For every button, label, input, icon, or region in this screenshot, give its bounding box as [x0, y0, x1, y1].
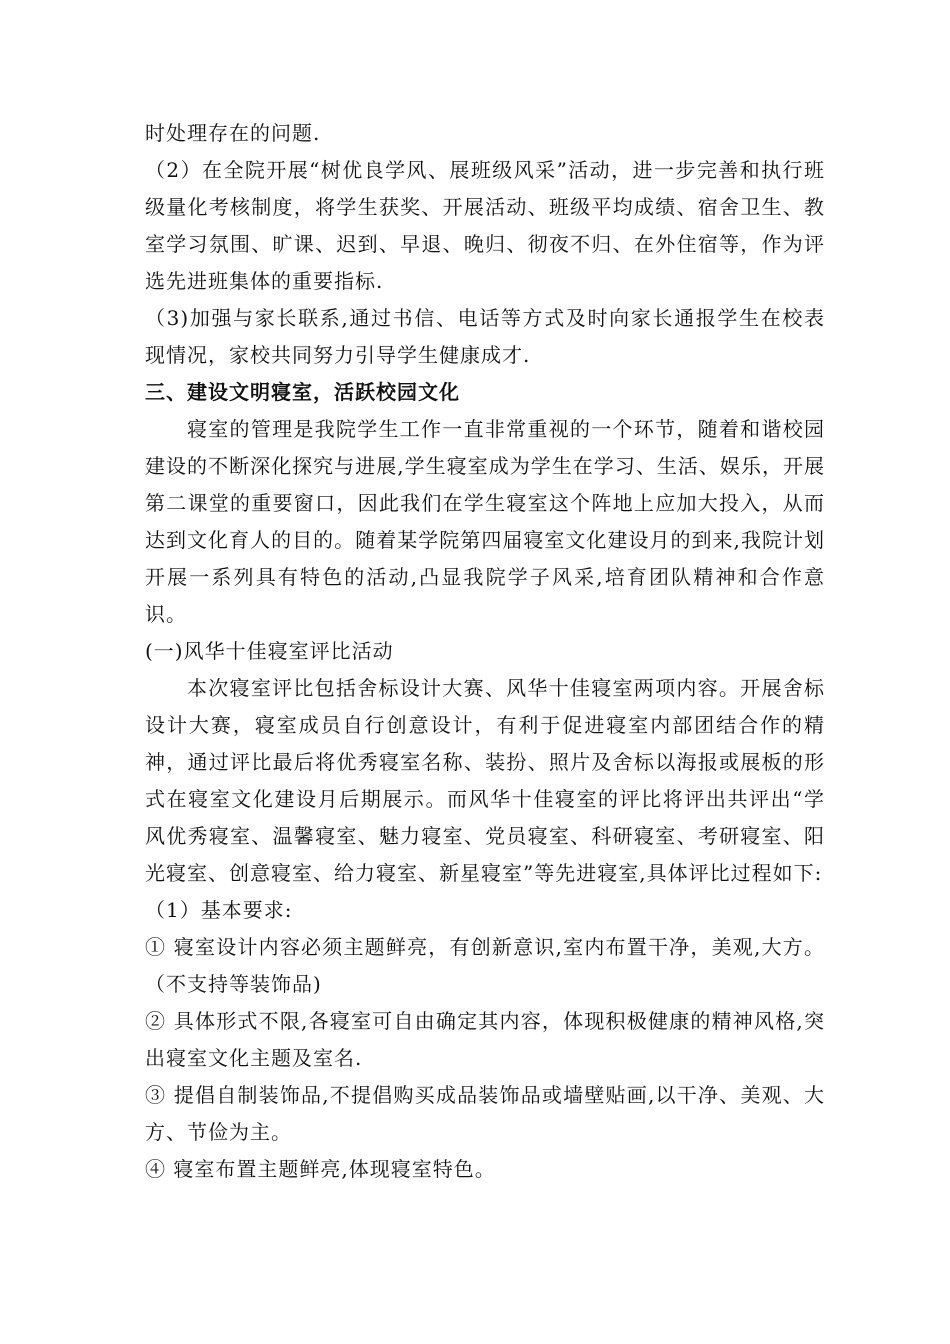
list-item-1: ① 寝室设计内容必须主题鲜亮，有创新意识,室内布置干净，美观,大方。（不支持等装饰品) [145, 935, 825, 996]
document-body [145, 115, 825, 1188]
list-item-3: ③ 提倡自制装饰品,不提倡购买成品装饰品或墙壁贴画,以干净、美观、大方、节俭为主。 [145, 1083, 825, 1144]
list-item-2: ② 具体形式不限,各寝室可自由确定其内容，体现积极健康的精神风格,突出寝室文化主题及室名. [145, 1009, 825, 1070]
section-heading-3: 三、建设文明寝室，活跃校园文化 [145, 380, 460, 404]
paragraph-dorm-evaluation: 本次寝室评比包括舍标设计大赛、风华十佳寝室两项内容。开展舍标设计大赛，寝室成员自行创意设计，有利于促进寝室内部团结合作的精神，通过评比最后将优秀寝室名称、装扮、照片及舍标以海报或展板的形式在寝室文化建设月后期展示。而风华十佳寝室的评比将评出共评出“学风优秀寝室、温馨寝室、魅力寝室、党员寝室、科研寝室、考研寝室、阳光寝室、创意寝室、给力寝室、新星寝室”等先进寝室,具体评比过程如下: [145, 676, 825, 885]
subsection-heading-1: (一)风华十佳寝室评比活动 [145, 639, 394, 663]
paragraph-item-3: （3)加强与家长联系,通过书信、电话等方式及时向家长通报学生在校表现情况，家校共同努力引导学生健康成才. [145, 306, 825, 367]
paragraph-dorm-management: 寝室的管理是我院学生工作一直非常重视的一个环节，随着和谐校园建设的不断深化探究与进展,学生寝室成为学生在学习、生活、娱乐，开展第二课堂的重要窗口，因此我们在学生寝室这个阵地上应加大投入，从而达到文化育人的目的。随着某学院第四届寝室文化建设月的到来,我院计划开展一系列具有特色的活动,凸显我院学子风采,培育团队精神和合作意识。 [145, 417, 825, 626]
list-item-4: ④ 寝室布置主题鲜亮,体现寝室特色。 [145, 1157, 496, 1181]
list-heading-basic-requirements: （1）基本要求: [145, 898, 293, 922]
paragraph-continuation: 时处理存在的问题. [145, 121, 321, 145]
paragraph-item-2: （2）在全院开展“树优良学风、展班级风采”活动，进一步完善和执行班级量化考核制度，将学生获奖、开展活动、班级平均成绩、宿舍卫生、教室学习氛围、旷课、迟到、早退、晚归、彻夜不归、在外住宿等，作为评选先进班集体的重要指标. [145, 158, 825, 293]
